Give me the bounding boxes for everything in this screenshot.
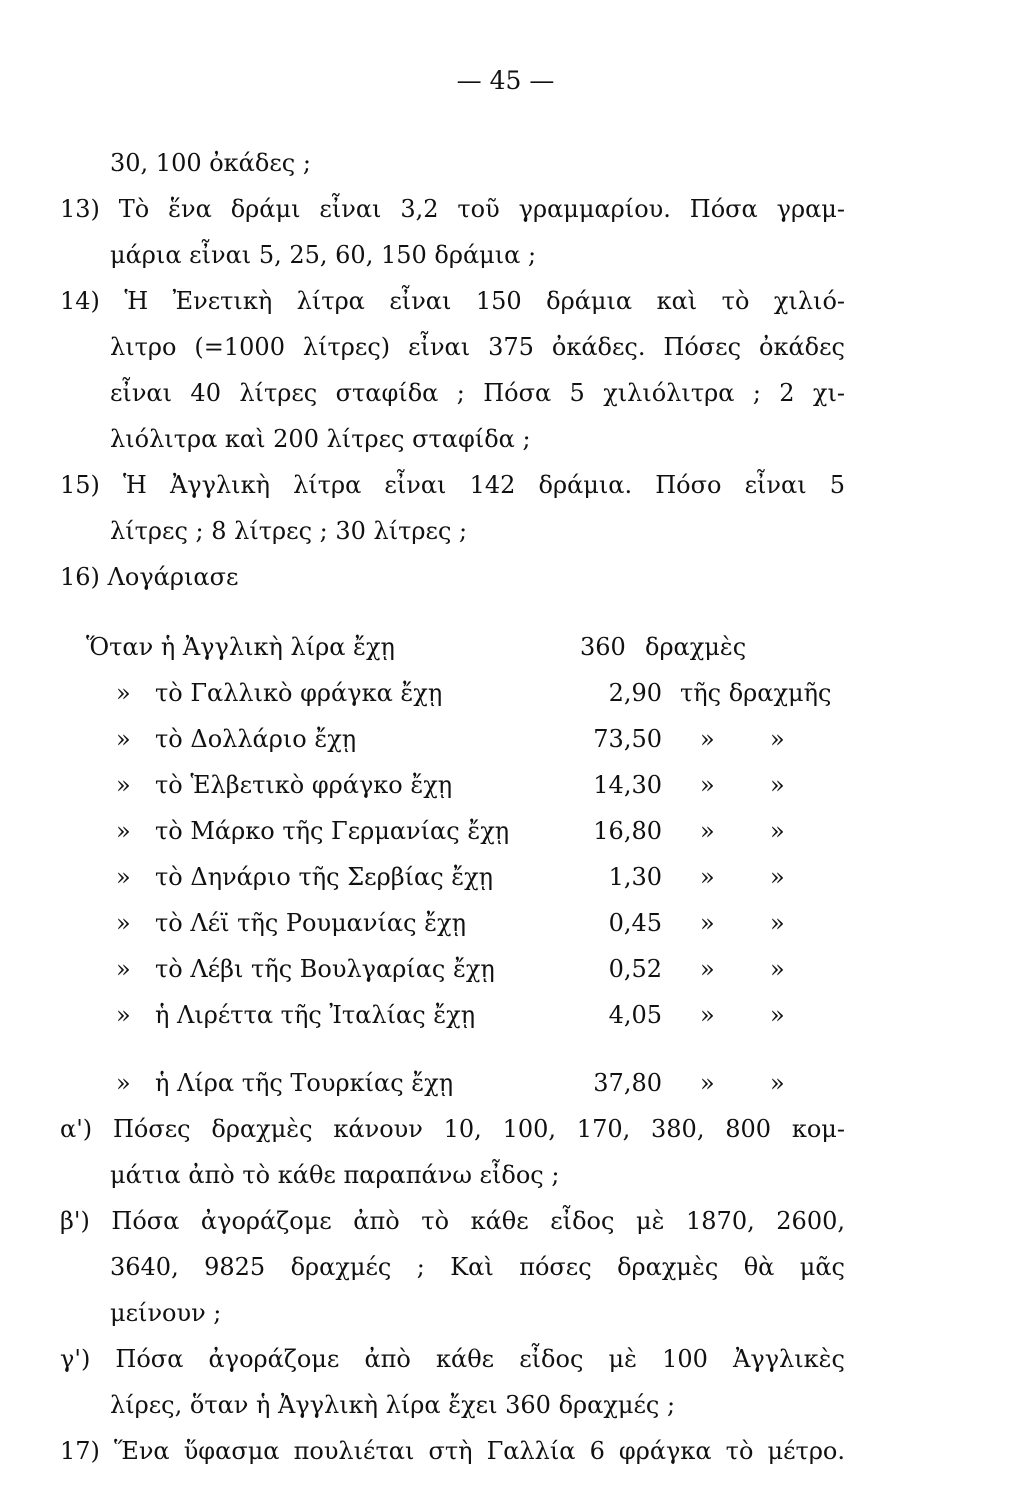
question-a-line: α') Πόσες δραχμὲς κάνουν 10, 100, 170, 380, 800 κομ- <box>60 1115 845 1143</box>
row-description: τὸ Δολλάριο ἔχῃ <box>155 725 357 753</box>
ditto-mark: » <box>116 771 131 799</box>
ditto-mark: » <box>770 725 785 753</box>
ditto-mark: » <box>700 1069 715 1097</box>
ditto-mark: » <box>700 771 715 799</box>
row-value: 37,80 <box>593 1069 662 1097</box>
table-row <box>60 716 845 762</box>
row-value: 2,90 <box>608 679 662 707</box>
ditto-mark: » <box>770 771 785 799</box>
row-description: τὸ Λέϊ τῆς Ρουμανίας ἔχῃ <box>155 909 466 937</box>
table-row <box>60 946 845 992</box>
row-value: 1,30 <box>608 863 662 891</box>
question-b-line: β') Πόσα ἀγοράζομε ἀπὸ τὸ κάθε εἶδος μὲ 1870, 2600, <box>60 1207 845 1235</box>
row-unit: τῆς δραχμῆς <box>680 679 832 707</box>
row-value: 14,30 <box>593 771 662 799</box>
ditto-mark: » <box>770 1001 785 1029</box>
row-description: τὸ Μάρκο τῆς Γερμανίας ἔχῃ <box>155 817 510 845</box>
problem-17-line: 17) Ἕνα ὕφασμα πουλιέται στὴ Γαλλία 6 φράγκα τὸ μέτρο. <box>60 1437 845 1465</box>
ditto-mark: » <box>700 817 715 845</box>
ditto-mark: » <box>116 1069 131 1097</box>
ditto-mark: » <box>116 955 131 983</box>
row-description: ἡ Λιρέττα τῆς Ἰταλίας ἔχῃ <box>155 1001 476 1029</box>
ditto-mark: » <box>700 955 715 983</box>
text-line: 3640, 9825 δραχμές ; Καὶ πόσες δραχμὲς θὰ μᾶς <box>110 1253 845 1281</box>
ditto-mark: » <box>700 909 715 937</box>
row-value: 4,05 <box>608 1001 662 1029</box>
row-value: 73,50 <box>593 725 662 753</box>
ditto-mark: » <box>700 863 715 891</box>
page-body <box>60 140 845 1474</box>
row-description: τὸ Γαλλικὸ φράγκα ἔχῃ <box>155 679 443 707</box>
text-line: μάτια ἀπὸ τὸ κάθε παραπάνω εἶδος ; <box>110 1161 560 1189</box>
problem-15-line: 15) Ἡ Ἀγγλικὴ λίτρα εἶναι 142 δράμια. Πόσο εἶναι 5 <box>60 471 845 499</box>
text-line: εἶναι 40 λίτρες σταφίδα ; Πόσα 5 χιλιόλιτρα ; 2 χι- <box>110 379 845 407</box>
ditto-mark: » <box>770 863 785 891</box>
ditto-mark: » <box>770 1069 785 1097</box>
text-line: 30, 100 ὀκάδες ; <box>110 149 311 177</box>
ditto-mark: » <box>700 1001 715 1029</box>
exchange-rate-table <box>60 624 845 1106</box>
ditto-mark: » <box>116 725 131 753</box>
table-row <box>60 762 845 808</box>
text-line: μείνουν ; <box>110 1299 222 1327</box>
row-description: Ὅταν ἡ Ἀγγλικὴ λίρα ἔχῃ <box>86 633 395 661</box>
row-unit: δραχμὲς <box>645 633 747 661</box>
row-description: ἡ Λίρα τῆς Τουρκίας ἔχῃ <box>155 1069 454 1097</box>
ditto-mark: » <box>116 679 131 707</box>
ditto-mark: » <box>700 725 715 753</box>
text-line: λιόλιτρα καὶ 200 λίτρες σταφίδα ; <box>110 425 531 453</box>
table-row <box>60 808 845 854</box>
table-row <box>60 670 845 716</box>
table-row <box>60 624 845 670</box>
table-row <box>60 1060 845 1106</box>
row-description: τὸ Δηνάριο τῆς Σερβίας ἔχῃ <box>155 863 494 891</box>
table-row <box>60 854 845 900</box>
ditto-mark: » <box>770 955 785 983</box>
row-value: 0,52 <box>608 955 662 983</box>
problem-14-line: 14) Ἡ Ἐνετικὴ λίτρα εἶναι 150 δράμια καὶ τὸ χιλιό- <box>60 287 845 315</box>
ditto-mark: » <box>770 909 785 937</box>
ditto-mark: » <box>116 909 131 937</box>
row-value: 0,45 <box>608 909 662 937</box>
problem-16-line: 16) Λογάριασε <box>60 563 239 591</box>
table-row <box>60 992 845 1038</box>
row-description: τὸ Λέβι τῆς Βουλγαρίας ἔχῃ <box>155 955 495 983</box>
ditto-mark: » <box>116 863 131 891</box>
text-line: μάρια εἶναι 5, 25, 60, 150 δράμια ; <box>110 241 537 269</box>
ditto-mark: » <box>770 817 785 845</box>
problem-13-line: 13) Τὸ ἕνα δράμι εἶναι 3,2 τοῦ γραμμαρίου. Πόσα γραμ- <box>60 195 845 223</box>
row-description: τὸ Ἑλβετικὸ φράγκο ἔχῃ <box>155 771 453 799</box>
ditto-mark: » <box>116 1001 131 1029</box>
question-c-line: γ') Πόσα ἀγοράζομε ἀπὸ κάθε εἶδος μὲ 100 Ἀγγλικὲς <box>60 1345 845 1373</box>
row-value: 16,80 <box>593 817 662 845</box>
page-number: — 45 — <box>456 66 555 95</box>
text-line: λιτρο (=1000 λίτρες) εἶναι 375 ὀκάδες. Πόσες ὀκάδες <box>110 333 845 361</box>
row-value: 360 <box>580 633 626 661</box>
text-line: λίτρες ; 8 λίτρες ; 30 λίτρες ; <box>110 517 468 545</box>
ditto-mark: » <box>116 817 131 845</box>
text-line: λίρες, ὅταν ἡ Ἀγγλικὴ λίρα ἔχει 360 δραχμές ; <box>110 1391 676 1419</box>
table-row <box>60 900 845 946</box>
